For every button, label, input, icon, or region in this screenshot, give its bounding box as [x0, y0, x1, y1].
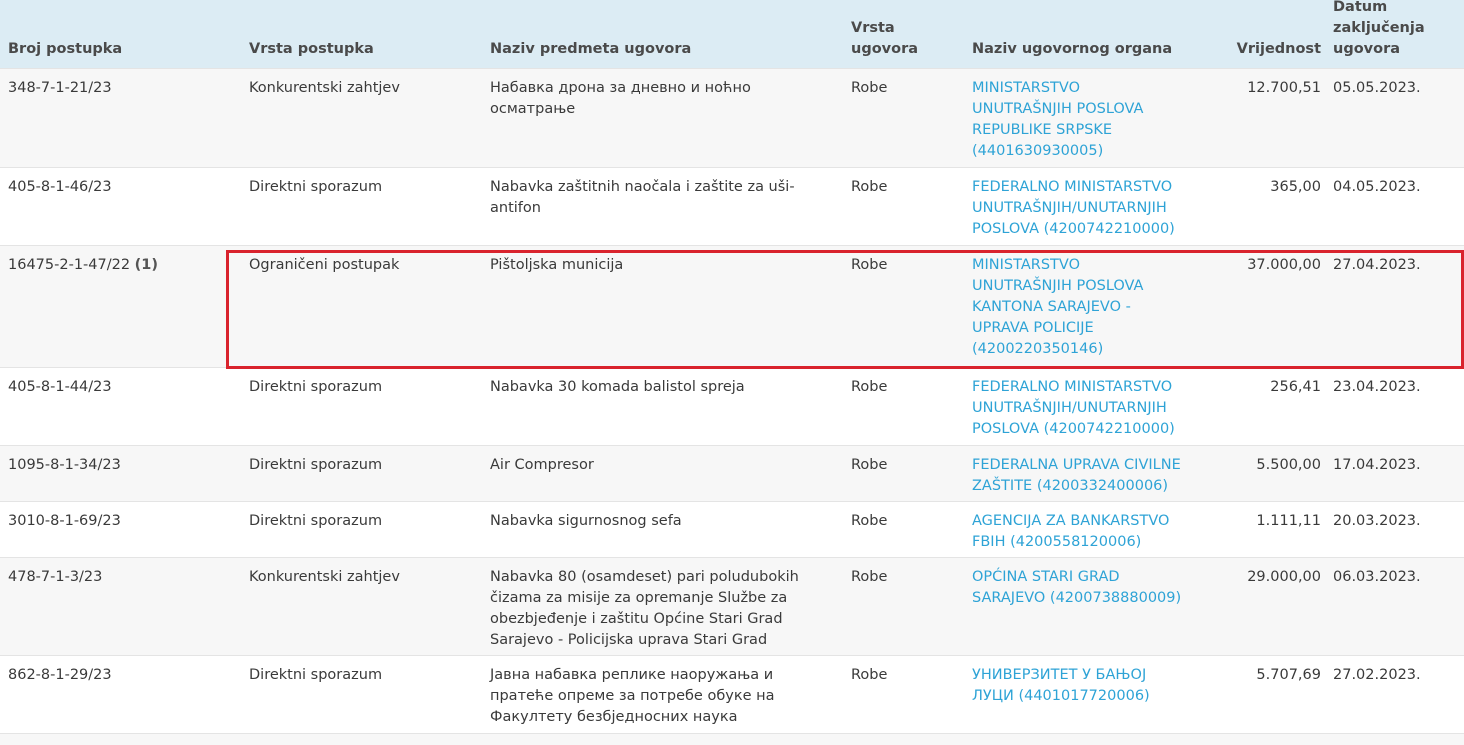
contracting-authority-link[interactable]: [972, 511, 1207, 553]
cell-naziv-predmeta: [490, 78, 835, 120]
cell-naziv-predmeta: [490, 511, 835, 532]
cell-vrsta-postupka: Direktni sporazum: [249, 667, 383, 683]
cell-vrsta-ugovora: Robe: [851, 257, 888, 273]
cell-vrsta-postupka: Konkurentski zahtjev: [249, 569, 400, 585]
organ-line[interactable]: УНИВЕРЗИТЕТ У БАЊОЈ: [972, 667, 1147, 683]
table-header: [0, 0, 1464, 68]
naziv-line: Nabavka 80 (osamdeset) pari poludubokih: [490, 569, 799, 585]
organ-line[interactable]: UPRAVA POLICIJE: [972, 320, 1094, 336]
header-vrsta-ugovora-line1: Vrsta: [851, 20, 895, 36]
naziv-line: čizama za misije za opremanje Službe za: [490, 590, 788, 606]
table-row: [0, 655, 1464, 734]
cell-broj-postupka: [8, 455, 238, 476]
broj-postupka-text: 862-8-1-29/23: [8, 667, 112, 683]
naziv-line: Факултету безбједносних наука: [490, 709, 738, 725]
cell-broj-postupka: [8, 255, 238, 276]
cell-datum: 27.04.2023.: [1333, 257, 1421, 273]
organ-line[interactable]: ZAŠTITE (4200332400006): [972, 478, 1169, 494]
cell-vrsta-ugovora: Robe: [851, 513, 888, 529]
naziv-line: Nabavka sigurnosnog sefa: [490, 513, 682, 529]
broj-postupka-text: 405-8-1-44/23: [8, 379, 112, 395]
organ-line[interactable]: ЛУЦИ (4401017720006): [972, 688, 1150, 704]
cell-naziv-predmeta: [490, 455, 835, 476]
naziv-line: Набавка дрона за дневно и ноћно: [490, 80, 751, 96]
organ-line[interactable]: FBIH (4200558120006): [972, 534, 1142, 550]
cell-naziv-predmeta: [490, 567, 835, 651]
cell-datum: 06.03.2023.: [1333, 569, 1421, 585]
cell-broj-postupka: [8, 567, 238, 588]
header-datum-line2: zaključenja: [1333, 20, 1425, 36]
cell-vrsta-postupka: Direktni sporazum: [249, 379, 383, 395]
contracting-authority-link[interactable]: [972, 177, 1207, 240]
cell-vrsta-ugovora: Robe: [851, 379, 888, 395]
header-broj-postupka[interactable]: Broj postupka: [8, 41, 123, 57]
organ-line[interactable]: UNUTRAŠNJIH POSLOVA: [972, 278, 1144, 294]
cell-vrijednost: 37.000,00: [1247, 257, 1321, 273]
naziv-line: пратеће опреме за потребе обуке на: [490, 688, 775, 704]
organ-line[interactable]: FEDERALNA UPRAVA CIVILNE: [972, 457, 1181, 473]
cell-vrijednost: 5.500,00: [1256, 457, 1321, 473]
cell-naziv-predmeta: [490, 665, 835, 728]
naziv-line: Sarajevo - Policijska uprava Stari Grad: [490, 632, 768, 648]
table-row: [0, 68, 1464, 168]
cell-vrsta-postupka: Direktni sporazum: [249, 179, 383, 195]
organ-line[interactable]: SARAJEVO (4200738880009): [972, 590, 1182, 606]
organ-line[interactable]: UNUTRAŠNJIH/UNUTARNJIH: [972, 200, 1167, 216]
contracting-authority-link[interactable]: [972, 567, 1207, 609]
organ-line[interactable]: FEDERALNO MINISTARSTVO: [972, 179, 1173, 195]
broj-postupka-text: 348-7-1-21/23: [8, 80, 112, 96]
table-row: [0, 501, 1464, 558]
cell-datum: 04.05.2023.: [1333, 179, 1421, 195]
organ-line[interactable]: FEDERALNO MINISTARSTVO: [972, 379, 1173, 395]
organ-line[interactable]: MINISTARSTVO: [972, 257, 1080, 273]
cell-vrsta-postupka: Konkurentski zahtjev: [249, 80, 400, 96]
header-vrsta-ugovora[interactable]: [851, 18, 951, 60]
cell-broj-postupka: [8, 78, 238, 99]
cell-naziv-predmeta: [490, 377, 835, 398]
cell-vrsta-postupka: Direktni sporazum: [249, 513, 383, 529]
table-row: [0, 557, 1464, 656]
table-row-partial: [0, 733, 1464, 745]
broj-postupka-text: 405-8-1-46/23: [8, 179, 112, 195]
cell-vrsta-ugovora: Robe: [851, 179, 888, 195]
table-row: [0, 367, 1464, 446]
cell-vrijednost: 5.707,69: [1256, 667, 1321, 683]
organ-line[interactable]: REPUBLIKE SRPSKE: [972, 122, 1113, 138]
cell-vrsta-ugovora: Robe: [851, 569, 888, 585]
cell-datum: 20.03.2023.: [1333, 513, 1421, 529]
cell-vrsta-ugovora: Robe: [851, 667, 888, 683]
cell-vrijednost: 12.700,51: [1247, 80, 1321, 96]
highlight-box: [226, 250, 1464, 369]
cell-vrsta-postupka: Ograničeni postupak: [249, 257, 400, 273]
naziv-line: obezbjeđenje i zaštitu Općine Stari Grad: [490, 611, 783, 627]
table-row: [0, 167, 1464, 246]
naziv-line: Nabavka 30 komada balistol spreja: [490, 379, 745, 395]
header-vrsta-ugovora-line2: ugovora: [851, 41, 919, 57]
cell-vrijednost: 256,41: [1270, 379, 1321, 395]
broj-postupka-text: 478-7-1-3/23: [8, 569, 103, 585]
organ-line[interactable]: AGENCIJA ZA BANKARSTVO: [972, 513, 1170, 529]
naziv-line: Nabavka zaštitnih naočala i zaštite za uši-: [490, 179, 795, 195]
naziv-line: осматрање: [490, 101, 576, 117]
cell-vrsta-postupka: Direktni sporazum: [249, 457, 383, 473]
cell-datum: 05.05.2023.: [1333, 80, 1421, 96]
cell-broj-postupka: [8, 665, 238, 686]
naziv-line: Јавна набавка реплике наоружања и: [490, 667, 774, 683]
header-vrijednost[interactable]: Vrijednost: [1236, 41, 1321, 57]
naziv-line: antifon: [490, 200, 541, 216]
broj-postupka-text: 3010-8-1-69/23: [8, 513, 121, 529]
contracting-authority-link[interactable]: [972, 665, 1207, 707]
header-datum-line1: Datum: [1333, 0, 1388, 15]
amendment-count-badge[interactable]: (1): [134, 257, 159, 273]
cell-datum: 27.02.2023.: [1333, 667, 1421, 683]
naziv-line: Air Compresor: [490, 457, 594, 473]
cell-datum: 17.04.2023.: [1333, 457, 1421, 473]
organ-line[interactable]: POSLOVA (4200742210000): [972, 421, 1175, 437]
broj-postupka-text: 1095-8-1-34/23: [8, 457, 121, 473]
contracting-authority-link[interactable]: [972, 377, 1207, 440]
cell-broj-postupka: [8, 511, 238, 532]
naziv-line: Pištoljska municija: [490, 257, 624, 273]
cell-vrijednost: 29.000,00: [1247, 569, 1321, 585]
organ-line[interactable]: (4401630930005): [972, 143, 1104, 159]
organ-line[interactable]: POSLOVA (4200742210000): [972, 221, 1175, 237]
organ-line[interactable]: KANTONA SARAJEVO -: [972, 299, 1131, 315]
broj-postupka-text: 16475-2-1-47/22: [8, 257, 131, 273]
table-row: [0, 445, 1464, 502]
organ-line[interactable]: UNUTRAŠNJIH POSLOVA: [972, 101, 1144, 117]
cell-vrsta-ugovora: Robe: [851, 80, 888, 96]
cell-naziv-predmeta: [490, 177, 835, 219]
cell-vrsta-ugovora: Robe: [851, 457, 888, 473]
contracting-authority-link[interactable]: [972, 78, 1207, 162]
cell-broj-postupka: [8, 377, 238, 398]
contracting-authority-link[interactable]: [972, 455, 1207, 497]
organ-line[interactable]: (4200220350146): [972, 341, 1104, 357]
cell-datum: 23.04.2023.: [1333, 379, 1421, 395]
header-naziv-predmeta[interactable]: Naziv predmeta ugovora: [490, 41, 692, 57]
header-vrsta-postupka[interactable]: Vrsta postupka: [249, 41, 374, 57]
header-datum-zakljucenja[interactable]: [1333, 0, 1458, 60]
organ-line[interactable]: MINISTARSTVO: [972, 80, 1080, 96]
cell-broj-postupka: [8, 177, 238, 198]
header-datum-line3: ugovora: [1333, 41, 1401, 57]
cell-vrijednost: 365,00: [1270, 179, 1321, 195]
header-naziv-organa[interactable]: Naziv ugovornog organa: [972, 41, 1173, 57]
organ-line[interactable]: OPĆINA STARI GRAD: [972, 569, 1120, 585]
cell-vrijednost: 1.111,11: [1256, 513, 1321, 529]
organ-line[interactable]: UNUTRAŠNJIH/UNUTARNJIH: [972, 400, 1167, 416]
